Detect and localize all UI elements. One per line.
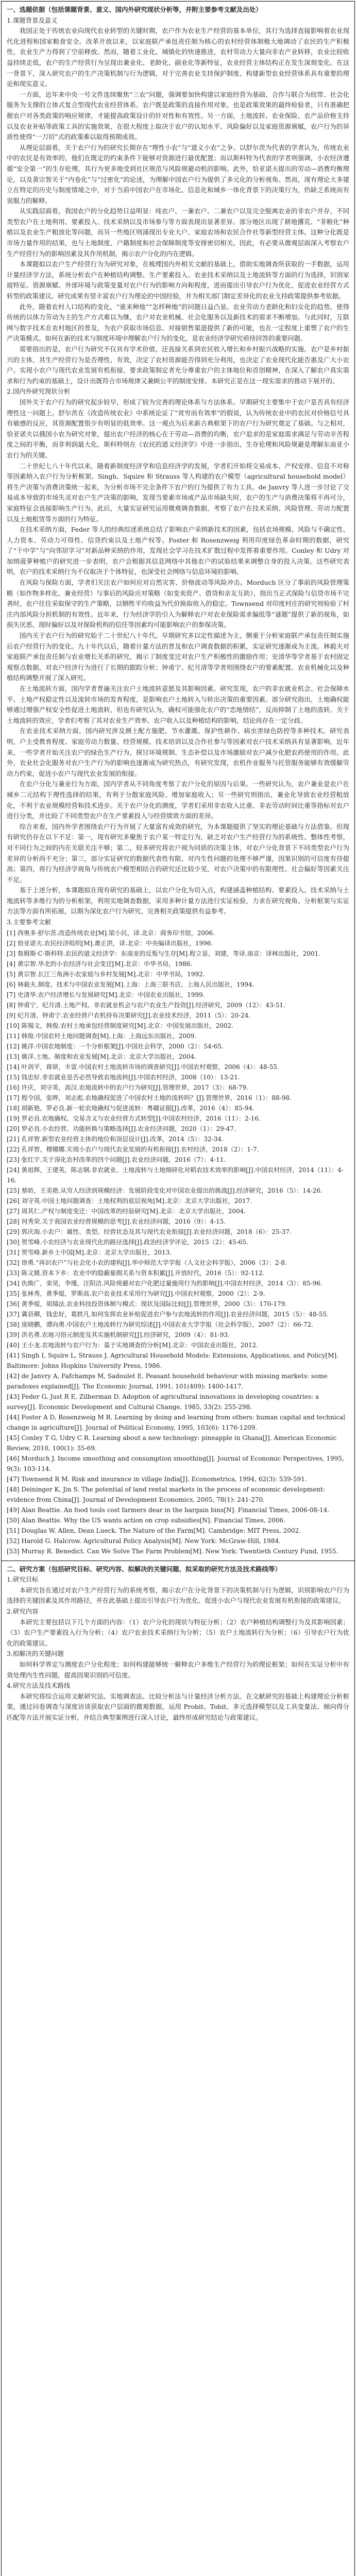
paragraph: 需要指出的是，农户行为研究不仅具有学术价值，还直接关系到农民收入增长和乡村振兴战略的实施。农户是乡村振兴的主体，其生产经营行为是否理性、有效，决定了农村资源能否得到充分利用，也决定了农业现代化能否惠及广大小农户。实现小农户与现代农业发展有机衔接，要求政策制定者充分尊重农户的主体地位和首创精神，在深入了解农户真实需求和行为约束的基础上，设计出既符合市场规律又兼顾公平的制度安排。本研究正是在这一现实需求的推动下展开的。	[7, 345, 349, 385]
reference-item: [27] 周其仁.产权与制度变迁：中国改革的经验研究[M].北京：北京大学出版社，2004.	[7, 1207, 246, 1215]
reference-item: [42] de Janvry A, Fafchamps M, Sadoulet E. Peasant household behaviour with missing markets: some paradoxes explained[J]. The Economic Journal, 1991, 101(409): 1400-1417.	[7, 1372, 328, 1390]
reference-item: [45] Conley T G, Udry C R. Learning about a new technology: pineapple in Ghana[J]. American Economic Review, 2010, 100(1): 35-69.	[7, 1434, 337, 1452]
reference-item: [16] 许庆，刘守英，高汉.农地流转中的农户行为研究[J].管理世界，2017（3）：68-79.	[7, 1083, 248, 1091]
paragraph: 在土地流转方面，国内学者普遍关注农户土地流转意愿及其影响因素。研究发现，农户的非农就业机会、社会保障水平、土地产权稳定性以及流转市场的发育程度，是影响农户土地转入与转出决策的重要因素。部分研究指出，土地确权能够通过增强产权安全性促进土地流转，但也有研究认为，确权可能强化农户的“恋地情结”，反而抑制了土地的流转。关于土地流转的效应，学者们考察了其对农业生产效率、农户收入以及种植结构的影响，结论尚存在一定分歧。	[7, 685, 349, 724]
reference-item: [34] 仇焕广，栾昊，李瑾，汪阳洁.风险规避对农户化肥过量施用行为的影响[J].中国农村经济，2014（3）：85-96.	[7, 1279, 322, 1287]
reference-item: [5] 黄宗智.长江三角洲小农家庭与乡村发展[M].北京：中华书局，1992.	[7, 970, 205, 978]
reference-item: [14] 叶剑平，蒋妍，丰雷.中国农村土地流转市场的调查研究[J].中国农村观察，2006（4）：48-55.	[7, 1063, 279, 1071]
reference-item: [21] 孔祥智.新型农业经营主体的地位和顶层设计[J].改革，2014（5）：32-34.	[7, 1135, 224, 1143]
reference-item: [40] 王小龙.农地流转与农户行为：基于实地调查的分析[M].北京：中国农业出版社，2012.	[7, 1341, 259, 1349]
reference-item: [33] 陈义媛.资本下乡：农业中的隐蔽雇佣关系与资本积累[J].开放时代，2016（5）：92-112.	[7, 1269, 265, 1277]
reference-item: [38] 庞晓鹏，谭向勇.中国农户土地流转行为研究综述[J].中国农业大学学报（社会科学版），2007（2）：66-72.	[7, 1320, 313, 1328]
paragraph: 综合来看，国内外学者围绕农户行为开展了大量富有成效的研究，为本课题提供了坚实的理论基础与方法借鉴。但现有研究仍存在以下不足：第一，现有研究多聚焦于农户某一特定行为，缺乏对农户生产经营行为的系统性、整体性考察，对不同行为之间的内在关联关注不够；第二，较多研究将农户视为同质的决策主体，对农户分化背景下不同类型农户行为差异的分析尚不充分；第三，部分实证研究的数据代表性有限，对内生性问题的处理不够严谨，因果识别的可信度有待提高；第四，将行为经济学视角与传统农户模型相结合的研究还比较少见，对农户决策中的有限理性、社会偏好等因素关注不足。	[7, 822, 349, 884]
reference-item: [32] 徐勇.“再识农户”与社会化小农的建构[J].华中师范大学学报（人文社会科学版），2006（3）：2-8.	[7, 1259, 287, 1266]
reference-item: [24] 黄祖辉，王建英，陈志钢.非农就业、土地流转与土地细碎化对稻农技术效率的影响[J].中国农村经济，2014（11）：4-16.	[7, 1166, 344, 1184]
paragraph: 在技术采纳方面，Feder 等人的经典综述系统总结了影响农户采纳新技术的因素，包括农场规模、风险与不确定性、人力资本、劳动力可得性、信贷约束以及土地产权等。Foster 和 Rosenzweig 利用印度绿色革命时期的数据，研究了“干中学”与“向邻居学习”对新品种采纳的作用，发现社会学习在技术扩散过程中发挥着重要作用。Conley 和 Udry 对加纳菠萝种植户的研究进一步表明，农户会根据其信息网络中其他农户的试验结果来调整自身的投入决策。这些研究表明，农户的技术采纳行为不仅取决于个体特征，也深受社会网络与信息环境的影响。	[7, 526, 349, 576]
reference-item: [18] 胡新艳，罗必良.新一轮农地确权与促进流转：粤赣证据[J].改革，2016（4）：85-94.	[7, 1104, 254, 1112]
paragraph: 从理论层面看，关于农户行为的研究长期存在“理性小农”与“道义小农”之争。以舒尔茨为代表的学者认为，传统农业中的农民是有效率的，他们在既定的约束条件下能够对资源进行最优配置；而以斯科特为代表的学者则强调，小农经济遵循“安全第一”的生存伦理，其行为更多地受到社区规范与风险规避动机的影响。此外，恰亚诺夫提出的劳动—消费均衡理论，以及黄宗智关于“内卷化”与“过密化”的论述，为理解中国农户行为提供了多元化的分析视角。然而，现有理论大多建立在特定的历史与制度情境之中，对于当前中国农户在市场化、信息化和城乡一体化背景下的决策行为，仍缺乏系统而有说服力的解释。	[7, 143, 349, 205]
reference-item: [6] 林毅夫.制度、技术与中国农业发展[M].上海：上海三联书店，上海人民出版社，1994.	[7, 980, 254, 988]
reference-item: [12] 姚洋.中国农地制度：一个分析框架[J].中国社会科学，2000（2）：54-65.	[7, 1042, 224, 1050]
reference-item: [19] 罗必良.农地确权、交易含义与农业经营方式转型[J].中国农村经济，2016（11）：2-16.	[7, 1114, 261, 1122]
paragraph: 在风险与保险方面，学者们关注农户如何应对自然灾害、价格波动等风险冲击。Morduch 区分了事前的风险管理策略（如作物多样化、兼业经营）与事后的风险应对策略（如变卖资产、借贷和亲友互助），指出当正式保险与信贷市场不完善时，农户往往采取保守的生产策略，以牺牲平均收益为代价换取收入的稳定。Townsend 对印度村庄的研究则检验了村庄内部风险分担机制的有效性。近年来，行为经济学的引入为解释农户对农业保险需求偏低等“谜题”提供了新的视角，如损失厌恶、现时偏好以及对保险机构的信任等因素均可能影响农户的参保决策。	[7, 579, 349, 629]
paragraph: 从实践层面看，我国农户的分化趋势日益明显：纯农户、一兼农户、二兼农户以及完全脱离农业的非农户并存，不同类型农户在土地利用、要素投入、技术采纳以及市场参与等方面表现出显著差异。部分地区出现了耕地撂荒、“非粮化”种植以及农业生产粗放化等问题，而另一些地区则涌现出专业大户、家庭农场和农民合作社等新型经营主体。这种分化既是市场力量作用的结果，也与土地制度、户籍制度和社会保障制度等安排密切相关。因此，有必要从微观层面深入考察农户生产经营行为的影响因素及其作用机制，揭示农户分化的内在逻辑。	[7, 207, 349, 258]
paragraph: 基于上述分析，本课题拟在现有研究的基础上，以农户分化为切入点，构建涵盖种植结构、要素投入、技术采纳与土地流转等多维行为的分析框架，利用实地调查数据，采用多种计量方法进行实证检验，力求在研究视角、分析框架与实证方法等方面有所拓展，以期为深化农户行为研究、完善相关政策提供有益参考。	[7, 886, 349, 916]
reference-item: [43] Feder G, Just R E, Zilberman D. Adoption of agricultural innovations in developing countries: a survey[J]. Economic Development and Cultural Change, 1985, 33(2): 255-298.	[7, 1393, 319, 1411]
reference-item: [37] 冀县卿，钱忠好，葛轶凡.如何发挥农业补贴促进农户参与农地流转的作用[J].农业经济问题，2015（5）：48-55.	[7, 1310, 329, 1318]
paragraph: 国内关于农户行为的研究始于二十世纪八十年代。早期研究多以定性描述为主，侧重于分析家庭联产承包责任制实施后农户经营行为的变化。九十年代以后，随着计量方法的普及和农户调查数据的积累，实证研究逐渐成为主流。林毅夫对家庭联产承包责任制与农业增长关系的研究，揭示了制度变迁对农户生产积极性的激励作用；史清华等学者基于农村固定观察点数据，对农户经济行为进行了长期的跟踪分析；钟甫宁、纪月清等学者则围绕农户的要素配置、农业机械化以及种植结构调整开展了深入研究。	[7, 632, 349, 682]
reference-item: [3] 詹姆斯·C·斯科特.农民的道义经济学：东南亚的反叛与生存[M].程立显，刘建，等译.南京：译林出版社，2001.	[7, 950, 321, 957]
section-one-heading: 一、选题依据（包括课题背景、意义、国内外研究现状分析等，并附主要参考文献及出处）	[7, 6, 262, 13]
reference-item: [28] 何秀荣.关于我国农业经营规模的思考[J].农业经济问题，2016（9）：4-15.	[7, 1217, 226, 1225]
reference-item: [15] 钱忠好.非农就业是否必然导致农地流转[J].中国农村经济，2008（10）：13-21.	[7, 1073, 240, 1081]
reference-item: [50] Alan Beattie. Why the US wants action on crop subsidies[N]. Financial Times, 2006.	[7, 1516, 285, 1524]
reference-item: [29] 郭庆海.小农户：属性、类型、经营状态及其与现代农业衔接[J].农业经济问题，2018（6）：25-37.	[7, 1228, 292, 1235]
paragraph: 二十世纪七八十年代以来，随着新制度经济学和信息经济学的发展，学者们开始将交易成本、产权安排、信息不对称等因素纳入农户行为分析框架。Singh、Squire 和 Strauss 等人构建的农户模型（agricultural household model）将生产决策与消费决策统一起来，为分析市场不完全条件下农户的行为提供了有力工具。de Janvry 等人进一步讨论了交易成本导致的市场失灵对农户生产决策的影响，发现当要素市场或产品市场缺失时，农户的生产与消费决策将不再可分，家庭特征会直接影响生产行为。此后，大量实证研究运用微观调查数据，考察了农户在技术采纳、风险管理、劳动力配置以及土地租赁等方面的行为特征。	[7, 462, 349, 523]
reference-item: [10] 陈锡文，韩俊.农村土地承包经营制度研究[M].北京：中国发展出版社，2002.	[7, 1022, 234, 1029]
reference-item: [53] Murray R. Benedict. Can We Solve The Farm Problem[M]. New York: Twentieth Century Fund, 1955.	[7, 1547, 338, 1555]
proposal-document	[1, 1, 355, 2576]
key-problem-subheading: 3.拟解决的关键问题	[7, 1650, 64, 1658]
paragraph: 此外，随着农村人口结构的变化，“谁来种地”“怎样种地”的问题日益凸显。农业劳动力老龄化和妇女化的趋势，使得传统的以体力劳动为主的生产方式难以为继，农户对农业机械、社会化服务以及新技术的需求不断增加。与此同时，互联网与数字技术在农村地区的普及，为农户获取市场信息、对接销售渠道提供了新的可能，也在一定程度上重塑了农户的生产决策模式。如何在新的技术与制度环境中理解农户行为的变化，是农业经济学研究亟待回答的重要问题。	[7, 302, 349, 343]
reference-list	[7, 928, 349, 1556]
reference-item: [44] Foster A D, Rosenzweig M R. Learning by doing and learning from others: human capital and technical change in agriculture[J]. Journal of Political Economy, 1995, 103(6): 1176-1209.	[7, 1413, 346, 1431]
background-subheading: 1.课题背景及意义	[7, 16, 58, 24]
paragraph: 一方面，近年来中央一号文件连续聚焦“三农”问题，强调要加快构建以家庭经营为基础、合作与联合为纽带、社会化服务为支撑的立体式复合型现代农业经营体系。农户既是政策的直接作用对象，也是政策效果的最终检验者，只有准确把握农户对各类政策的响应规律，才能提高政策设计的针对性和有效性。另一方面，土地流转、农业保险、农产品价格支持以及农业补贴等政策工具的实施效果，在很大程度上取决于农户的认知水平、风险偏好以及家庭资源禀赋，农户行为的异质性使得“一刀切”式的政策难以取得预期成效。	[7, 90, 349, 141]
paragraph: 我国正处于传统农业向现代农业转型的关键时期，农户作为农业生产经营的基本单位，其行为选择直接影响着农业现代化进程和国家粮食安全。改革开放以来，以家庭联产承包责任制为核心的农村经营体制极大地调动了农民的生产积极性，农业生产力得到了空前释放。然而，随着工业化、城镇化的快速推进，农村劳动力大量向非农产业转移，农业比较收益持续走低，农户的生产经营行为呈现出兼业化、老龄化、副业化等新特征，农业经营主体结构正在发生深刻变化。在这一背景下，深入研究农户的生产决策机制与行为逻辑，对于完善农业支持保护制度、构建新型农业经营体系具有重要的理论和现实意义。	[7, 27, 349, 88]
reference-item: [23] 张红宇.关于深化农村改革的四个问题[J].农业经济问题，2016（7）：4-11.	[7, 1156, 226, 1163]
paragraph: 在农户分化与兼业行为方面，国内学者从不同角度考察了农户分化的原因与后果。一些研究认为，农户兼业是农户在城乡二元结构下理性选择的结果，有利于分散家庭风险、增加家庭收入；另一些研究则指出，兼业化导致农业经营粗放化，不利于农业规模经营和技术进步。关于农户分化的测度，学者们采用非农收入比重、非农劳动时间比重等指标对农户进行分类，并比较了不同类型农户在生产要素投入与经营绩效方面的差异。	[7, 780, 349, 820]
references-subheading: 3.主要参考文献	[7, 918, 52, 926]
content-subheading: 2.研究内容	[7, 1607, 39, 1616]
reference-item: [47] Townsend R M. Risk and insurance in village India[J]. Econometrica, 1994, 62(3): 539-591.	[7, 1475, 307, 1483]
paragraph: 本课题拟以农户生产经营行为为研究对象，在梳理国内外相关文献的基础上，借助实地调查所获取的一手数据，运用计量经济学方法，系统分析农户在种植结构调整、生产要素投入、农业技术采纳以及土地流转等方面的行为选择，识别家庭特征、资源禀赋、外部环境与政策变量对农户行为的影响方向和程度，进而提出引导农户行为优化、促进农业经营方式转型的政策建议。研究成果有望丰富农户行为理论的中国经验，并为相关部门制定差异化的农业支持政策提供参考依据。	[7, 260, 349, 300]
reference-item: [22] 孔祥智，穆娜娜.实现小农户与现代农业发展的有机衔接[J].农村经济，2018（2）：1-7.	[7, 1145, 259, 1153]
reference-item: [11] 韩俊.中国农村土地问题调查[M].上海：上海远东出版社，2009.	[7, 1032, 197, 1040]
reference-item: [26] 刘守英.中国土地问题调查：土地权利的底层视角[M].北京：北京大学出版社，2017.	[7, 1197, 252, 1205]
reference-item: [7] 史清华.农户经济增长与发展研究[M].北京：中国农业出版社，1999.	[7, 991, 205, 998]
reference-item: [46] Morduch J. Income smoothing and consumption smoothing[J]. Journal of Economic Perspectives, 1995, 9(3): 103-114.	[7, 1454, 344, 1472]
reference-item: [17] 程令国，张晔，刘志彪.农地确权促进了中国农村土地的流转吗？[J].管理世界，2016（1）：88-98.	[7, 1094, 292, 1101]
paragraph: 如何科学界定与测度农户分化程度；如何构建能够统一解释农户多维生产经营行为的理论框架；如何在实证分析中有效处理内生性问题，提高因果识别的可信度。	[7, 1660, 349, 1679]
reference-item: [2] 恰亚诺夫.农民经济组织[M].萧正洪，译.北京：中央编译出版社，1996.	[7, 939, 213, 947]
reference-item: [20] 罗必良.小农经营、功能转换与策略选择[J].农业经济问题，2020（1）：29-47.	[7, 1125, 236, 1132]
paragraph: 本研究主要包括以下几个方面的内容：（1）农户分化的现状与特征分析；（2）农户种植结构调整行为及其影响因素；（3）农户生产要素投入行为分析；（4）农户农业技术采纳行为分析；（5）农户土地流转行为分析；（6）引导农户行为优化的政策建议。	[7, 1618, 349, 1647]
research-status-subheading: 2.国内外研究现状分析	[7, 387, 71, 396]
reference-item: [39] 洪名勇.农地习俗元制度及其实施机制研究[J].经济研究，2009（4）：81-93.	[7, 1331, 230, 1338]
reference-item: [30] 贺雪峰.小农经济与农业现代化的路径选择[J].政治经济学评论，2015（2）：45-65.	[7, 1238, 248, 1246]
reference-item: [49] Alan Beattie. An food tools cost farmers dear in the bargain bins[N]. Financial Times, 2006-08-14.	[7, 1506, 330, 1514]
reference-item: [8] 钟甫宁，纪月清.土地产权、非农就业机会与农户农业生产投资[J].经济研究，2009（12）：43-51.	[7, 1001, 285, 1009]
reference-item: [9] 纪月清，钟甫宁.农业经营户农机持有决策研究[J].农业技术经济，2011（5）：20-24.	[7, 1011, 251, 1019]
reference-item: [36] 黄季焜，胡瑞法.农业科技投资体制与模式：现状及国际比较[J].管理世界，2000（3）：170-179.	[7, 1300, 287, 1308]
reference-item: [4] 黄宗智.华北的小农经济与社会变迁[M].北京：中华书局，1986.	[7, 960, 193, 968]
reference-item: [52] Harold G. Halcrow. Agricultural Policy Analysis[M]. New York: McGraw-Hill, 1984.	[7, 1537, 281, 1545]
reference-item: [41] Singh I, Squire L, Strauss J. Agricultural Household Models: Extensions, Applications, and Policy[M]. Baltimore: Johns Hopkins University Press, 1986.	[7, 1351, 338, 1369]
reference-item: [35] 张林秀，黄季焜，罗斯高.农户农业技术采用行为研究[J].中国农村观察，2000（2）：2-9.	[7, 1290, 265, 1297]
section-two-heading: 二、研究方案（包括研究目标、研究内容、拟解决的关键问题、拟采取的研究方法及技术路线等）	[7, 1565, 281, 1573]
reference-item: [13] 姚洋.土地、制度和农业发展[M].北京：北京大学出版社，2004.	[7, 1053, 197, 1060]
paragraph: 国外关于农户行为的研究起步较早，形成了较为完善的理论体系与方法体系。早期研究主要集中于农户是否具有经济理性这一问题上。舒尔茨在《改造传统农业》中系统论证了“贫穷而有效率”的假说，认为传统农业中的农民对价格信号具有敏感的反应，其资源配置很少有明显的低效率。这一观点为后来新古典框架下的农户行为研究奠定了基础。与之相对，恰亚诺夫以俄国小农为研究对象，提出农户经济的核心在于劳动—消费的均衡，农户追求的是家庭需求满足与劳动辛苦程度之间的平衡，而非利润最大化。斯科特则在《农民的道义经济学》中进一步指出，生存伦理和风险规避是理解东南亚小农行为的关键。	[7, 398, 349, 459]
reference-item: [48] Deininger K, Jin S. The potential of land rental markets in the process of economic development: evidence from China[J]. Journal of Development Economics, 2005, 78(1): 241-270.	[7, 1485, 326, 1503]
paragraph: 在农业技术采纳方面，国内研究涉及测土配方施肥、节水灌溉、保护性耕作、病虫害绿色防控等多种技术。研究表明，户主受教育程度、家庭劳动力数量、经营规模、技术培训以及合作社参与等因素对农户技术采纳具有显著影响。近年来，一些学者开始关注农户的绿色生产行为，探讨环境规制、生态补偿以及市场激励对农户减少化肥农药使用的作用。此外，农业社会化服务对农户生产行为的影响也逐渐成为研究热点，有研究发现，农机作业服务与托管服务能够有效缓解劳动力约束，促进小农户与现代农业发展的衔接。	[7, 727, 349, 777]
objective-subheading: 1.研究目标	[7, 1575, 39, 1584]
reference-item: [51] Douglas W. Allen, Dean Lueck. The Nature of the Farm[M]. Cambridge: MIT Press, 2002.	[7, 1527, 301, 1534]
reference-item: [25] 蔡昉，王美艳.从穷人经济到规模经济：发展阶段变化对中国农业提出的挑战[J].经济研究，2016（5）：14-26.	[7, 1187, 322, 1194]
reference-item: [31] 贺雪峰.新乡土中国[M].北京：北京大学出版社，2013.	[7, 1248, 172, 1256]
reference-item: [1] 西奥多·舒尔茨.改造传统农业[M].梁小民，译.北京：商务印书馆，2006.	[7, 929, 215, 937]
paragraph: 本研究将综合运用文献研究法、实地调查法、比较分析法与计量经济分析方法。在文献研究的基础上构建理论分析框架，通过问卷调查与深度访谈获取农户层面的微观数据，运用 Probit、Tobit、多元选择模型以及工具变量法、倾向得分匹配等方法开展实证分析，并结合典型案例进行深入讨论，最终形成研究结论与政策建议。	[7, 1692, 349, 1721]
paragraph: 本研究旨在通过对农户生产经营行为的系统考察，揭示农户在分化背景下的决策机制与行为逻辑，识别影响农户行为选择的关键因素及其作用路径，并在此基础上提出引导农户行为优化、促进小农户与现代农业发展有机衔接的政策建议。	[7, 1586, 349, 1605]
method-subheading: 4.研究方法及技术路线	[7, 1682, 71, 1690]
